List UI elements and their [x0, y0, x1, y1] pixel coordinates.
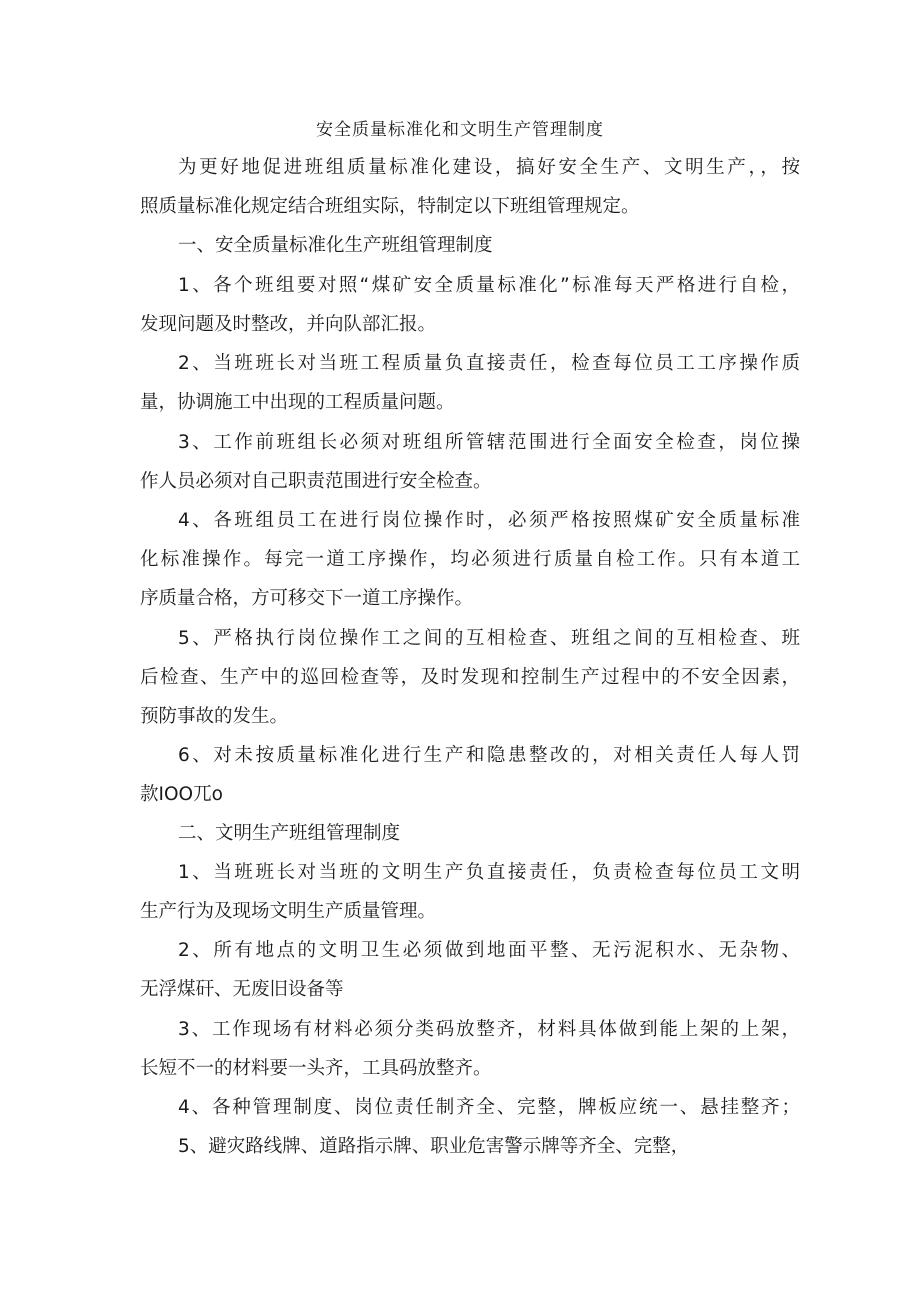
item-b2-line-1: 2、所有地点的文明卫生必须做到地面平整、无污泥积水、无杂物、	[178, 940, 800, 961]
document-title: 安全质量标准化和文明生产管理制度	[316, 120, 604, 140]
item-b3-line-1: 3、工作现场有材料必须分类码放整齐，材料具体做到能上架的上架，	[178, 1019, 800, 1040]
item-b2-line-2: 无浮煤矸、无废旧设备等	[140, 979, 344, 1000]
item-3-line-1: 3、工作前班组长必须对班组所管辖范围进行全面安全检查，岗位操	[178, 432, 800, 453]
item-6-line-1: 6、对未按质量标准化进行生产和隐患整改的，对相关责任人每人罚	[178, 745, 800, 766]
item-b5-line-1: 5、避灾路线牌、道路指示牌、职业危害警示牌等齐全、完整，	[178, 1136, 690, 1157]
item-6-line-2: 款IOO兀o	[140, 784, 223, 805]
item-b1-line-2: 生产行为及现场文明生产质量管理。	[140, 901, 437, 922]
section-heading-1: 一、安全质量标准化生产班组管理制度	[178, 235, 493, 256]
item-1-line-1: 1、各个班组要对照“煤矿安全质量标准化”标准每天严格进行自检，	[178, 275, 800, 296]
paragraph-intro-line-2: 照质量标准化规定结合班组实际，特制定以下班组管理规定。	[140, 196, 640, 217]
item-1-line-2: 发现问题及时整改，并向队部汇报。	[140, 314, 437, 335]
item-b4-line-1: 4、各种管理制度、岗位责任制齐全、完整，牌板应统一、悬挂整齐；	[178, 1097, 800, 1118]
item-4-line-3: 序质量合格，方可移交下一道工序操作。	[140, 588, 474, 609]
item-5-line-2: 后检查、生产中的巡回检查等，及时发现和控制生产过程中的不安全因素，	[140, 667, 800, 688]
section-heading-2: 二、文明生产班组管理制度	[178, 823, 401, 844]
item-2-line-1: 2、当班班长对当班工程质量负直接责任，检查每位员工工序操作质	[178, 353, 800, 374]
item-2-line-2: 量，协调施工中出现的工程质量问题。	[140, 392, 455, 413]
item-4-line-2: 化标准操作。每完一道工序操作，均必须进行质量自检工作。只有本道工	[140, 549, 800, 570]
item-3-line-2: 作人员必须对自己职责范围进行安全检查。	[140, 471, 492, 492]
item-b1-line-1: 1、当班班长对当班的文明生产负直接责任，负责检查每位员工文明	[178, 862, 800, 883]
item-4-line-1: 4、各班组员工在进行岗位操作时，必须严格按照煤矿安全质量标准	[178, 510, 800, 531]
item-5-line-3: 预防事故的发生。	[140, 706, 289, 727]
item-b3-line-2: 长短不一的材料要一头齐，工具码放整齐。	[140, 1058, 492, 1079]
paragraph-intro-line-1: 为更好地促进班组质量标准化建设，搞好安全生产、文明生产，，按	[178, 157, 800, 178]
item-5-line-1: 5、严格执行岗位操作工之间的互相检查、班组之间的互相检查、班	[178, 628, 800, 649]
